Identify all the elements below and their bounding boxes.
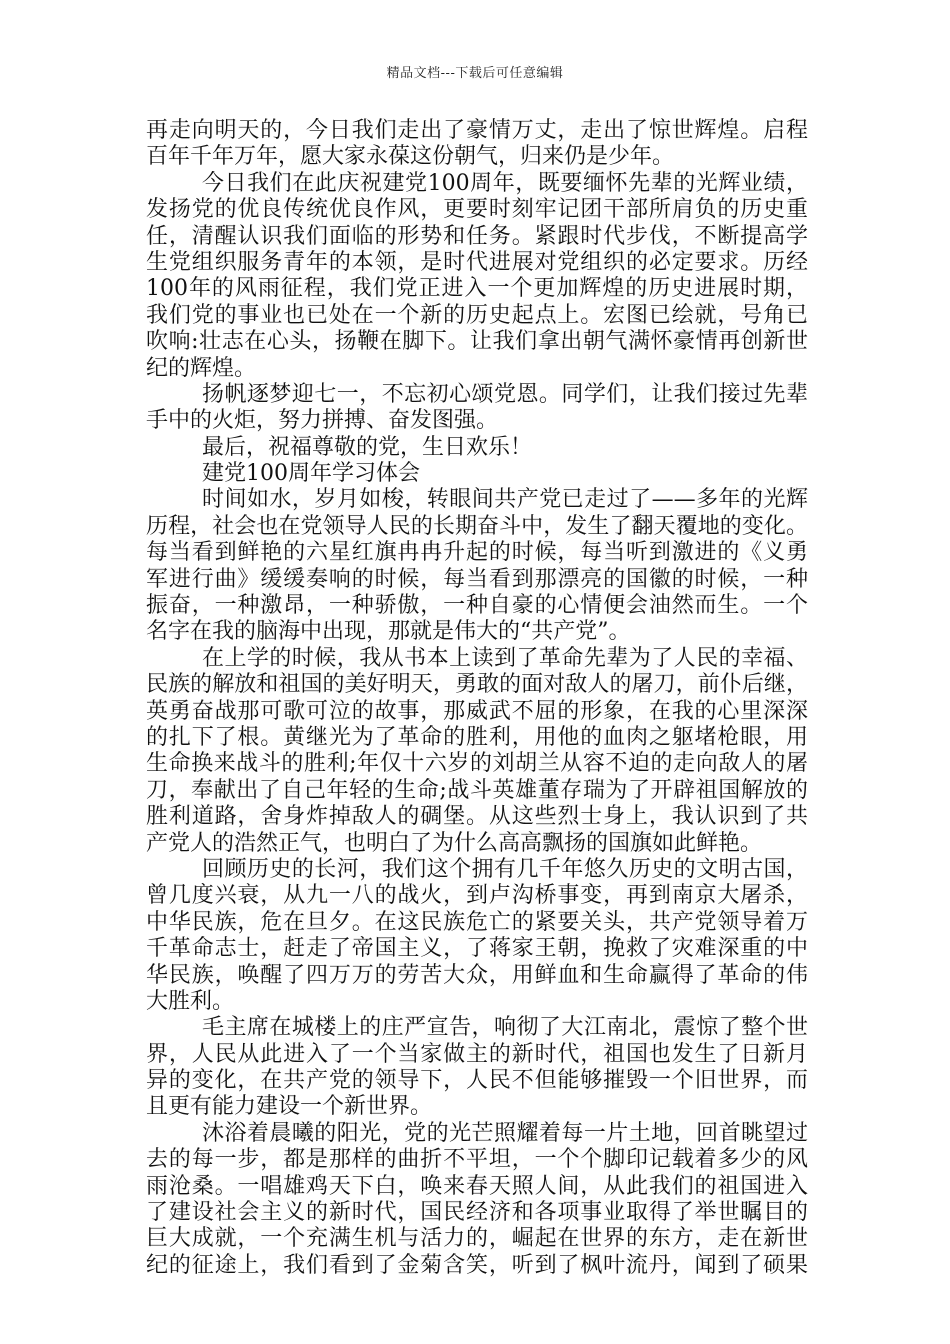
page-header: 精品文档---下载后可任意编辑	[386, 66, 564, 81]
text-line: 去的每一步，都是那样的曲折不平坦，一个个脚印记载着多少的风	[146, 1147, 808, 1173]
paragraph	[146, 857, 808, 1015]
text-line: 最后，祝福尊敬的党，生日欢乐！	[202, 434, 533, 460]
text-line: 华民族，唤醒了四万万的劳苦大众，用鲜血和生命赢得了革命的伟	[146, 962, 808, 988]
text-line: 纪的征途上，我们看到了金菊含笑，听到了枫叶流丹，闻到了硕果	[146, 1252, 808, 1278]
paragraph	[146, 646, 808, 857]
text-line: 名字在我的脑海中出现，那就是伟大的“共产党”。	[146, 619, 631, 645]
text-line: 巨大成就，一个充满生机与活力的，崛起在世界的东方，走在新世	[146, 1226, 808, 1252]
text-line: 刀，奉献出了自己年轻的生命;战斗英雄董存瑞为了开辟祖国解放的	[146, 777, 808, 803]
text-line: 千革命志士，赶走了帝国主义，了蒋家王朝，挽救了灾难深重的中	[146, 936, 808, 962]
text-line: 的扎下了根。黄继光为了革命的胜利，用他的血肉之躯堵枪眼，用	[146, 724, 808, 750]
text-line: 雨沧桑。一唱雄鸡天下白，唤来春天照人间，从此我们的祖国进入	[146, 1173, 808, 1199]
text-line: 产党人的浩然正气，也明白了为什么高高飘扬的国旗如此鲜艳。	[146, 830, 763, 856]
paragraph	[146, 1121, 808, 1279]
text-line: 扬帆逐梦迎七一，不忘初心颂党恩。同学们，让我们接过先辈	[202, 381, 808, 407]
text-line: 且更有能力建设一个新世界。	[146, 1094, 433, 1120]
text-line: 了建设社会主义的新时代，国民经济和各项事业取得了举世瞩目的	[146, 1200, 808, 1226]
text-line: 回顾历史的长河，我们这个拥有几千年悠久历史的文明古国，	[202, 856, 808, 882]
text-line: 在上学的时候，我从书本上读到了革命先辈为了人民的幸福、	[202, 645, 808, 671]
text-line: 军进行曲》缓缓奏响的时候，每当看到那漂亮的国徽的时候，一种	[146, 566, 808, 592]
text-line: 曾几度兴衰，从九一八的战火，到卢沟桥事变，再到南京大屠杀，	[146, 883, 808, 909]
text-line: 每当看到鲜艳的六星红旗冉冉升起的时候，每当听到激进的《义勇	[146, 540, 808, 566]
text-line: 中华民族，危在旦夕。在这民族危亡的紧要关头，共产党领导着万	[146, 909, 808, 935]
text-line: 发扬党的优良传统优良作风，更要时刻牢记团干部所肩负的历史重	[146, 197, 808, 223]
text-line: 100年的风雨征程，我们党正进入一个更加辉煌的历史进展时期，	[146, 276, 808, 302]
text-line: 异的变化，在共产党的领导下，人民不但能够摧毁一个旧世界，而	[146, 1068, 808, 1094]
text-line: 手中的火炬，努力拼搏、奋发图强。	[146, 408, 499, 434]
text-line: 振奋，一种激昂，一种骄傲，一种自豪的心情便会油然而生。一个	[146, 593, 808, 619]
text-line: 我们党的事业也已处在一个新的历史起点上。宏图已绘就，号角已	[146, 302, 808, 328]
text-line: 生命换来战斗的胜利;年仅十六岁的刘胡兰从容不迫的走向敌人的屠	[146, 751, 808, 777]
text-line: 民族的解放和祖国的美好明天，勇敢的面对敌人的屠刀，前仆后继，	[146, 672, 808, 698]
text-line: 时间如水，岁月如梭，转眼间共产党已走过了——多年的光辉	[202, 487, 808, 513]
paragraph	[146, 118, 808, 171]
text-line: 生党组织服务青年的本领，是时代进展对党组织的必定要求。历经	[146, 249, 808, 275]
paragraph	[146, 435, 808, 461]
text-line: 任，清醒认识我们面临的形势和任务。紧跟时代步伐，不断提高学	[146, 223, 808, 249]
text-line: 纪的辉煌。	[146, 355, 257, 381]
text-line: 百年千年万年，愿大家永葆这份朝气，归来仍是少年。	[146, 144, 675, 170]
document-body	[146, 118, 808, 1279]
text-line: 再走向明天的，今日我们走出了豪情万丈，走出了惊世辉煌。启程	[146, 118, 808, 143]
paragraph	[146, 461, 808, 487]
text-line: 毛主席在城楼上的庄严宣告，响彻了大江南北，震惊了整个世	[202, 1015, 808, 1041]
text-line: 今日我们在此庆祝建党100周年，既要缅怀先辈的光辉业绩，	[202, 170, 808, 196]
paragraph	[146, 487, 808, 645]
text-line: 界，人民从此进入了一个当家做主的新时代，祖国也发生了日新月	[146, 1041, 808, 1067]
text-line: 建党100周年学习体会	[202, 461, 420, 487]
text-line: 大胜利。	[146, 988, 235, 1014]
paragraph	[146, 171, 808, 382]
paragraph	[146, 382, 808, 435]
text-line: 英勇奋战那可歌可泣的故事，那威武不屈的形象，在我的心里深深	[146, 698, 808, 724]
paragraph	[146, 1015, 808, 1121]
text-line: 吹响:壮志在心头，扬鞭在脚下。让我们拿出朝气满怀豪情再创新世	[146, 329, 808, 355]
text-line: 胜利道路，舍身炸掉敌人的碉堡。从这些烈士身上，我认识到了共	[146, 804, 808, 830]
text-line: 历程，社会也在党领导人民的长期奋斗中，发生了翻天覆地的变化。	[146, 513, 808, 539]
text-line: 沐浴着晨曦的阳光，党的光芒照耀着每一片土地，回首眺望过	[202, 1120, 808, 1146]
